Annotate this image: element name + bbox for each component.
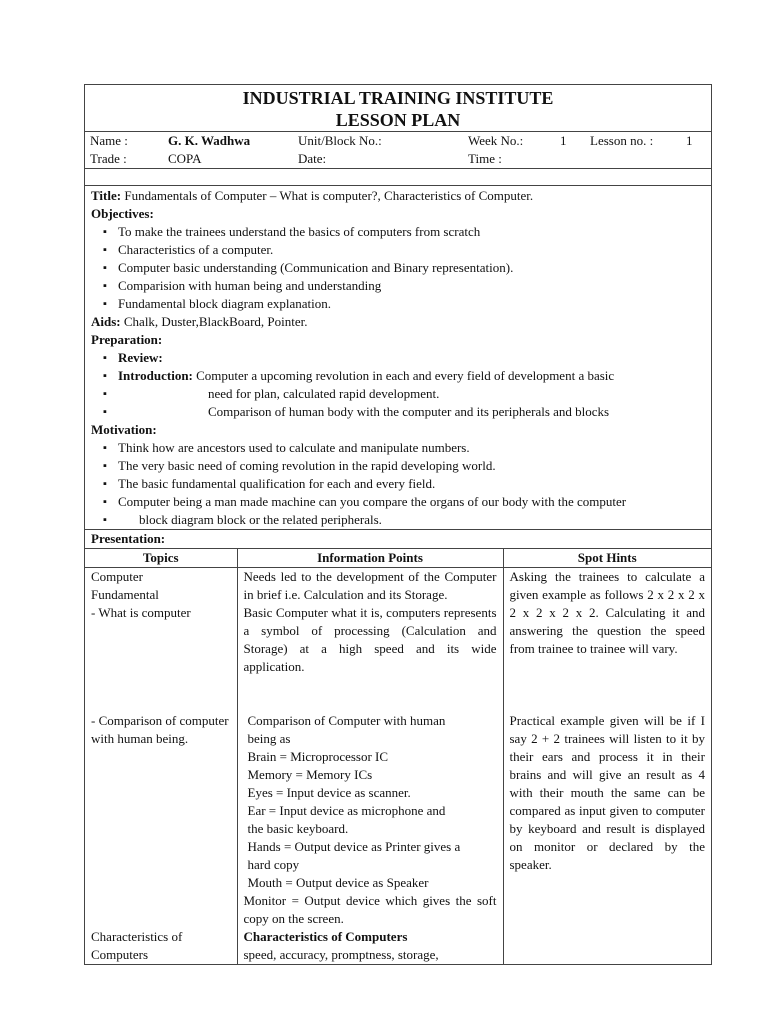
lesson-plan-title: LESSON PLAN <box>335 110 461 130</box>
topic-text: - What is computer <box>91 605 191 620</box>
list-item: ▪ Fundamental block diagram explanation. <box>103 295 705 313</box>
info-line: Brain = Microprocessor IC <box>247 749 389 764</box>
date-label: Date: <box>298 151 327 166</box>
aids-line <box>91 313 705 331</box>
motivation-label: Motivation: <box>91 422 157 437</box>
title-label: Title: <box>91 188 122 203</box>
presentation-table <box>85 549 711 964</box>
column-header-topics: Topics <box>85 549 237 568</box>
week-value: 1 <box>560 133 567 148</box>
meta-block <box>85 132 711 169</box>
lesson-label: Lesson no. : <box>590 133 654 148</box>
list-item: ▪ Think how are ancestors used to calculate and manipulate numbers. <box>103 439 705 457</box>
topic-text: Characteristics of <box>91 929 183 944</box>
intro-text: Computer a upcoming revolution in each and every field of development a basic <box>192 368 615 383</box>
hint-cell <box>503 568 711 713</box>
motivation-list <box>91 439 705 529</box>
introduction-item <box>103 367 705 385</box>
list-item: ▪ Computer basic understanding (Communication and Binary representation). <box>103 259 705 277</box>
meta-row-2 <box>85 150 711 168</box>
hint-text: Practical example given will be if I say 2 + 2 trainees will listen to it by their ears and process it in their brains and will give an result as 4 with their mouth the same can be compared as input given to computer by keyboard and result is displayed on monitor or declared by the speaker. <box>509 713 705 872</box>
info-line: hard copy <box>247 857 300 872</box>
plan-body <box>85 186 711 530</box>
info-line: Mouth = Output device as Speaker <box>247 875 429 890</box>
topic-text: Computer <box>91 569 143 584</box>
hint-cell <box>503 928 711 964</box>
title-text: Fundamentals of Computer – What is computer?, Characteristics of Computer. <box>121 188 534 203</box>
time-label: Time : <box>468 151 502 166</box>
list-item <box>103 403 705 421</box>
info-text: Basic Computer what it is, computers represents a symbol of processing (Calculation and Storage) at a high speed and its wide application. <box>243 605 497 674</box>
unit-label: Unit/Block No.: <box>298 133 382 148</box>
table-header-row <box>85 549 711 568</box>
table-row <box>85 712 711 928</box>
info-line: Comparison of Computer with human <box>247 713 446 728</box>
hint-cell <box>503 712 711 928</box>
motivation-continuation: ▪ block diagram block or the related peripherals. <box>103 511 705 529</box>
info-heading: Characteristics of Computers <box>243 929 408 944</box>
prep-blank-text: Comparison of human body with the computer and its peripherals and blocks <box>208 404 610 419</box>
aids-label: Aids: <box>91 314 121 329</box>
trade-label: Trade : <box>90 151 127 166</box>
spacer-row <box>85 169 711 186</box>
preparation-list <box>91 349 705 421</box>
document-header <box>85 85 711 132</box>
info-line: Hands = Output device as Printer gives a <box>247 839 461 854</box>
topic-text: - Comparison of computer with human being. <box>91 713 229 746</box>
review-item: ▪ Review: <box>103 349 705 367</box>
info-cell <box>237 712 503 928</box>
info-text: speed, accuracy, promptness, storage, <box>243 947 439 962</box>
preparation-label: Preparation: <box>91 332 163 347</box>
list-item: ▪ Characteristics of a computer. <box>103 241 705 259</box>
list-item: ▪ The basic fundamental qualification for each and every field. <box>103 475 705 493</box>
lesson-plan-document <box>84 84 712 965</box>
table-row <box>85 568 711 713</box>
title-line <box>91 187 705 205</box>
name-label: Name : <box>90 133 128 148</box>
info-line: Eyes = Input device as scanner. <box>247 785 411 800</box>
topic-text: Fundamental <box>91 587 159 602</box>
name-value: G. K. Wadhwa <box>168 133 251 148</box>
intro-continuation: ▪ need for plan, calculated rapid development. <box>103 385 705 403</box>
topic-cell <box>85 712 237 928</box>
meta-row-1 <box>85 132 711 150</box>
list-item: ▪ To make the trainees understand the basics of computers from scratch <box>103 223 705 241</box>
topic-cell <box>85 928 237 964</box>
topic-cell <box>85 568 237 713</box>
lesson-value: 1 <box>686 133 693 148</box>
info-line: Ear = Input device as microphone and <box>247 803 446 818</box>
intro-label: Introduction: <box>118 368 193 383</box>
week-label: Week No.: <box>468 133 524 148</box>
column-header-spot-hints: Spot Hints <box>503 549 711 568</box>
institute-title: INDUSTRIAL TRAINING INSTITUTE <box>242 88 554 108</box>
info-cell <box>237 928 503 964</box>
list-item: ▪ The very basic need of coming revolution in the rapid developing world. <box>103 457 705 475</box>
trade-value: COPA <box>168 151 202 166</box>
list-item: ▪ Comparision with human being and understanding <box>103 277 705 295</box>
column-header-information-points: Information Points <box>237 549 503 568</box>
hint-text: Asking the trainees to calculate a given example as follows 2 x 2 x 2 x 2 x 2 x 2 x 2. Calculating it and answering the question the speed from trainee to trainee will vary. <box>509 569 705 656</box>
list-item: ▪ Computer being a man made machine can you compare the organs of our body with the computer <box>103 493 705 511</box>
info-text: Monitor = Output device which gives the soft copy on the screen. <box>243 893 497 926</box>
info-line: the basic keyboard. <box>247 821 349 836</box>
objectives-list <box>91 223 705 313</box>
table-row <box>85 928 711 964</box>
topic-text: Computers <box>91 947 149 962</box>
info-cell <box>237 568 503 713</box>
objectives-label: Objectives: <box>91 206 154 221</box>
info-line: Memory = Memory ICs <box>247 767 373 782</box>
presentation-label: Presentation: <box>85 530 711 549</box>
aids-text: Chalk, Duster,BlackBoard, Pointer. <box>120 314 308 329</box>
cell-spacer <box>244 676 497 712</box>
info-line: being as <box>247 731 291 746</box>
info-text: Needs led to the development of the Computer in brief i.e. Calculation and its Storage. <box>243 569 497 602</box>
